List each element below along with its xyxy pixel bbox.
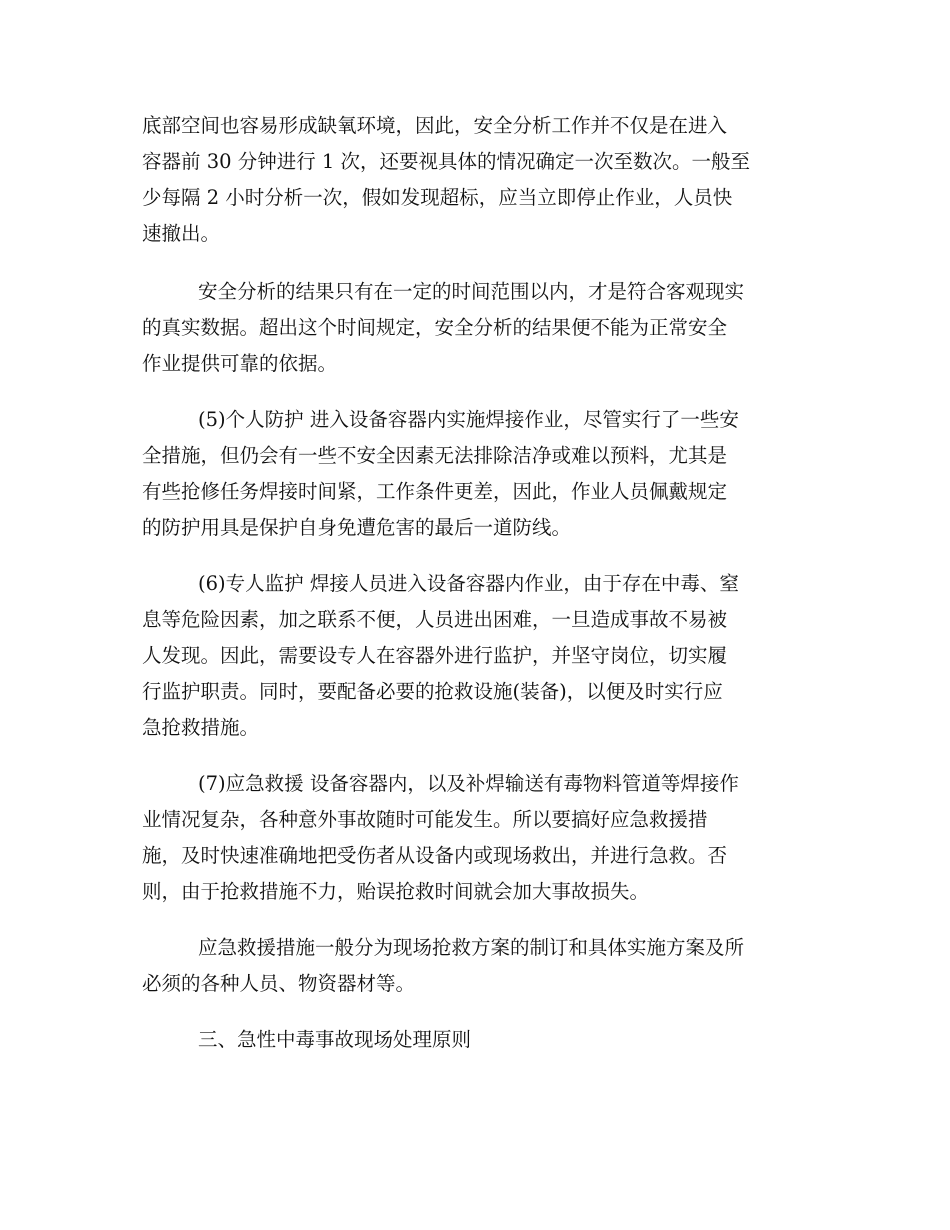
text-line: 全措施，但仍会有一些不安全因素无法排除洁净或难以预料，尤其是 — [142, 444, 728, 467]
text-line: (6)专人监护 焊接人员进入设备容器内作业，由于存在中毒、窒 — [198, 572, 739, 595]
text-line: 急抢救措施。 — [142, 716, 260, 739]
text-line: 底部空间也容易形成缺氧环境，因此，安全分析工作并不仅是在进入 — [142, 114, 728, 137]
text-line: 的真实数据。超出这个时间规定，安全分析的结果便不能为正常安全 — [142, 316, 728, 339]
text-line: 有些抢修任务焊接时间紧，工作条件更差，因此，作业人员佩戴规定 — [142, 480, 728, 503]
text-line: 施，及时快速准确地把受伤者从设备内或现场救出，并进行急救。否 — [142, 844, 728, 867]
text-line: 必须的各种人员、物资器材等。 — [142, 972, 416, 995]
text-line: 少每隔 2 小时分析一次，假如发现超标，应当立即停止作业，人员快 — [142, 186, 733, 209]
text-line: 业情况复杂，各种意外事故随时可能发生。所以要搞好应急救援措 — [142, 808, 708, 831]
text-line: 则，由于抢救措施不力，贻误抢救时间就会加大事故损失。 — [142, 880, 650, 903]
text-line: (7)应急救援 设备容器内，以及补焊输送有毒物料管道等焊接作 — [198, 772, 739, 795]
text-line: 作业提供可靠的依据。 — [142, 352, 338, 375]
text-line: 人发现。因此，需要设专人在容器外进行监护，并坚守岗位，切实履 — [142, 644, 728, 667]
text-line: 行监护职责。同时，要配备必要的抢救设施(装备)，以便及时实行应 — [142, 680, 723, 703]
text-line: 的防护用具是保护自身免遭危害的最后一道防线。 — [142, 516, 572, 539]
text-line: 息等危险因素，加之联系不便，人员进出困难，一旦造成事故不易被 — [142, 608, 728, 631]
text-line: 安全分析的结果只有在一定的时间范围以内，才是符合客观现实 — [198, 280, 745, 303]
text-line: (5)个人防护 进入设备容器内实施焊接作业，尽管实行了一些安 — [198, 408, 739, 431]
text-line: 应急救援措施一般分为现场抢救方案的制订和具体实施方案及所 — [198, 936, 745, 959]
text-line: 容器前 30 分钟进行 1 次，还要视具体的情况确定一次至数次。一般至 — [142, 150, 751, 173]
text-line: 速撤出。 — [142, 222, 221, 245]
section-heading: 三、急性中毒事故现场处理原则 — [198, 1028, 472, 1051]
